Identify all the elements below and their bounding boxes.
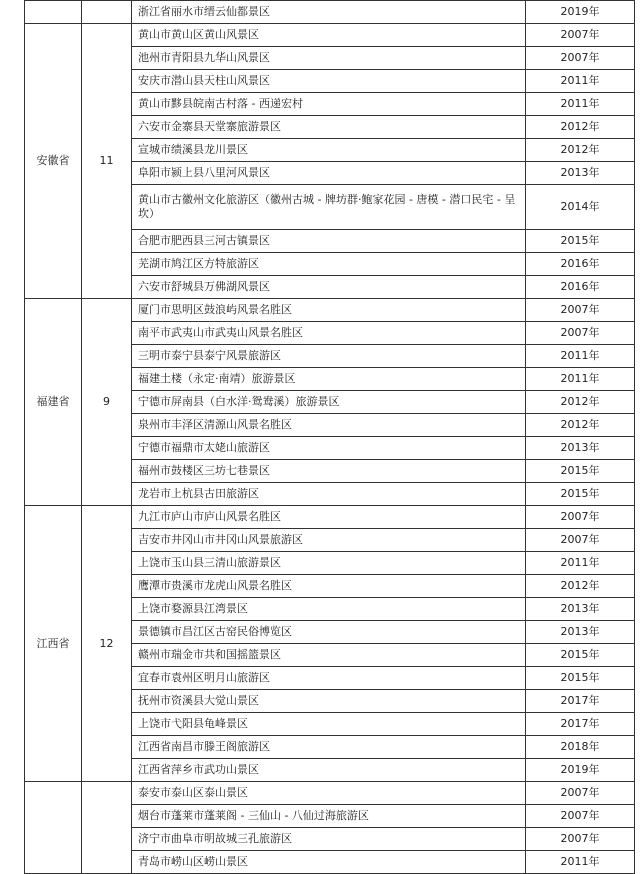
approval-year: 2011年 [526, 552, 635, 575]
count-cell: 9 [82, 299, 132, 506]
scenic-area-name: 鹰潭市贵溪市龙虎山风景名胜区 [132, 575, 526, 598]
scenic-area-name: 宜春市袁州区明月山旅游区 [132, 667, 526, 690]
scenic-area-name: 福建土楼（永定·南靖）旅游景区 [132, 368, 526, 391]
approval-year: 2013年 [526, 621, 635, 644]
scenic-area-name: 泉州市丰泽区清源山风景名胜区 [132, 414, 526, 437]
scenic-area-name: 吉安市井冈山市井冈山风景旅游区 [132, 529, 526, 552]
approval-year: 2016年 [526, 253, 635, 276]
scenic-area-name: 龙岩市上杭县古田旅游区 [132, 483, 526, 506]
scenic-area-name: 六安市舒城县万佛湖风景区 [132, 276, 526, 299]
approval-year: 2017年 [526, 690, 635, 713]
approval-year: 2014年 [526, 185, 635, 230]
approval-year: 2007年 [526, 828, 635, 851]
approval-year: 2016年 [526, 276, 635, 299]
province-cell: 江西省 [25, 506, 82, 782]
approval-year: 2007年 [526, 506, 635, 529]
scenic-area-name: 池州市青阳县九华山风景区 [132, 47, 526, 70]
approval-year: 2007年 [526, 322, 635, 345]
table-row [25, 506, 635, 529]
approval-year: 2011年 [526, 93, 635, 116]
scenic-area-name: 景德镇市昌江区古窑民俗博览区 [132, 621, 526, 644]
table-body [25, 1, 635, 874]
scenic-area-name: 青岛市崂山区崂山景区 [132, 851, 526, 874]
approval-year: 2007年 [526, 805, 635, 828]
approval-year: 2012年 [526, 414, 635, 437]
scenic-area-table [24, 0, 635, 874]
approval-year: 2015年 [526, 667, 635, 690]
approval-year: 2012年 [526, 139, 635, 162]
scenic-area-name: 芜湖市鸠江区方特旅游区 [132, 253, 526, 276]
province-cell [25, 782, 82, 874]
approval-year: 2013年 [526, 598, 635, 621]
scenic-area-name: 烟台市蓬莱市蓬莱阁 - 三仙山 - 八仙过海旅游区 [132, 805, 526, 828]
scenic-area-name: 合肥市肥西县三河古镇景区 [132, 230, 526, 253]
approval-year: 2011年 [526, 851, 635, 874]
scenic-area-name: 三明市泰宁县泰宁风景旅游区 [132, 345, 526, 368]
approval-year: 2013年 [526, 162, 635, 185]
approval-year: 2019年 [526, 759, 635, 782]
scenic-area-name: 上饶市玉山县三清山旅游景区 [132, 552, 526, 575]
table-row [25, 24, 635, 47]
count-cell [82, 782, 132, 874]
scenic-area-name: 宣城市绩溪县龙川景区 [132, 139, 526, 162]
approval-year: 2015年 [526, 644, 635, 667]
scenic-area-name: 黄山市黟县皖南古村落 - 西递宏村 [132, 93, 526, 116]
approval-year: 2011年 [526, 368, 635, 391]
approval-year: 2007年 [526, 299, 635, 322]
approval-year: 2007年 [526, 782, 635, 805]
scenic-area-name: 六安市金寨县天堂寨旅游景区 [132, 116, 526, 139]
scenic-area-name: 九江市庐山市庐山风景名胜区 [132, 506, 526, 529]
scenic-area-name: 赣州市瑞金市共和国摇篮景区 [132, 644, 526, 667]
approval-year: 2012年 [526, 116, 635, 139]
scenic-area-name: 济宁市曲阜市明故城三孔旅游区 [132, 828, 526, 851]
approval-year: 2007年 [526, 529, 635, 552]
approval-year: 2015年 [526, 460, 635, 483]
approval-year: 2007年 [526, 47, 635, 70]
approval-year: 2017年 [526, 713, 635, 736]
count-cell [82, 1, 132, 24]
table-row [25, 782, 635, 805]
approval-year: 2007年 [526, 24, 635, 47]
scenic-area-name: 宁德市福鼎市太姥山旅游区 [132, 437, 526, 460]
approval-year: 2011年 [526, 70, 635, 93]
approval-year: 2012年 [526, 575, 635, 598]
scenic-area-name: 上饶市婺源县江湾景区 [132, 598, 526, 621]
scenic-area-name: 黄山市黄山区黄山风景区 [132, 24, 526, 47]
scenic-area-name: 江西省萍乡市武功山景区 [132, 759, 526, 782]
approval-year: 2011年 [526, 345, 635, 368]
scenic-area-name: 阜阳市颍上县八里河风景区 [132, 162, 526, 185]
scenic-area-name: 抚州市资溪县大觉山景区 [132, 690, 526, 713]
approval-year: 2018年 [526, 736, 635, 759]
province-cell [25, 1, 82, 24]
count-cell: 12 [82, 506, 132, 782]
scenic-area-name: 安庆市潜山县天柱山风景区 [132, 70, 526, 93]
approval-year: 2019年 [526, 1, 635, 24]
approval-year: 2013年 [526, 437, 635, 460]
province-cell: 安徽省 [25, 24, 82, 299]
approval-year: 2015年 [526, 230, 635, 253]
scenic-area-name: 上饶市弋阳县龟峰景区 [132, 713, 526, 736]
scenic-area-name: 厦门市思明区鼓浪屿风景名胜区 [132, 299, 526, 322]
province-cell: 福建省 [25, 299, 82, 506]
scenic-area-name: 黄山市古徽州文化旅游区（徽州古城 - 牌坊群·鲍家花园 - 唐模 - 潜口民宅 - 呈坎） [132, 185, 526, 230]
approval-year: 2015年 [526, 483, 635, 506]
count-cell: 11 [82, 24, 132, 299]
scenic-area-name: 宁德市屏南县（白水洋·鸳鸯溪）旅游景区 [132, 391, 526, 414]
scenic-area-name: 浙江省丽水市缙云仙都景区 [132, 1, 526, 24]
scenic-area-name: 江西省南昌市滕王阁旅游区 [132, 736, 526, 759]
approval-year: 2012年 [526, 391, 635, 414]
table-row [25, 299, 635, 322]
scenic-area-name: 南平市武夷山市武夷山风景名胜区 [132, 322, 526, 345]
scenic-area-name: 泰安市泰山区泰山景区 [132, 782, 526, 805]
scenic-area-name: 福州市鼓楼区三坊七巷景区 [132, 460, 526, 483]
table-row [25, 1, 635, 24]
